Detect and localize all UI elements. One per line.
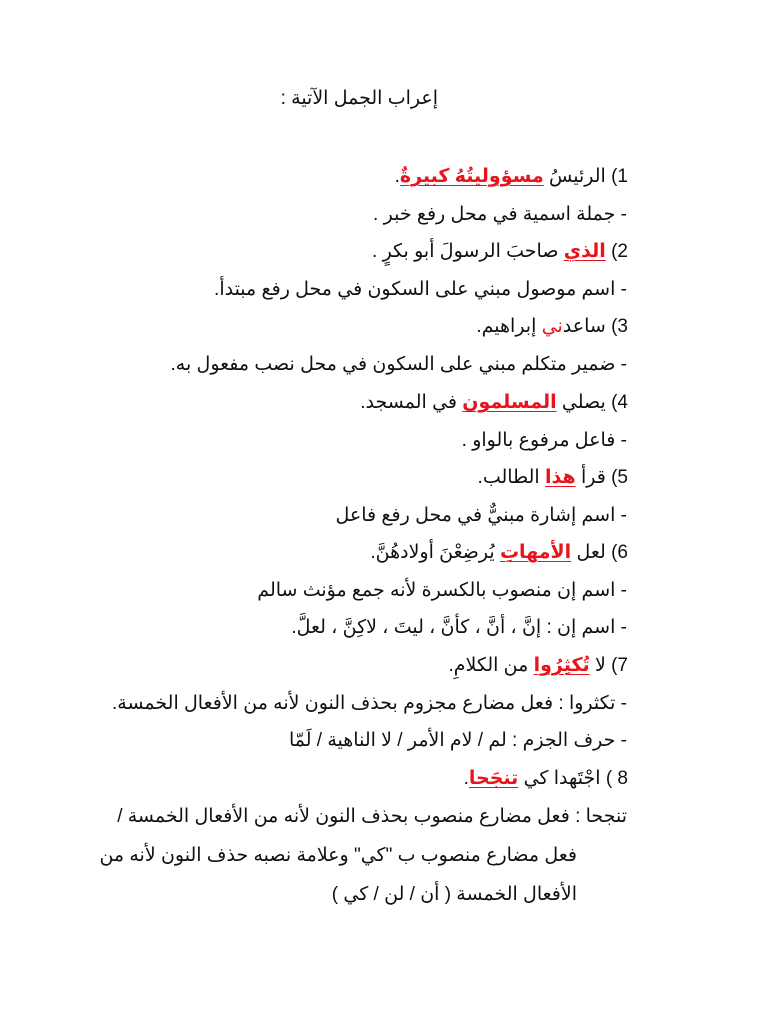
- item-pre: قرأ: [580, 467, 606, 488]
- item-6: [370, 540, 628, 566]
- item-pre: لعل: [576, 542, 606, 563]
- item-2: [372, 239, 628, 265]
- item-number: 4): [611, 392, 628, 413]
- item-number: 3): [611, 316, 628, 337]
- highlighted-word: هذا: [545, 467, 576, 488]
- item-pre: لا: [594, 655, 606, 676]
- item-pre: يصلي: [561, 392, 606, 413]
- explanation-line: - حرف الجزم : لم / لام الأمر / لا الناهية / لَمّا: [288, 730, 627, 751]
- explanation-line: فعل مضارع منصوب ب "كي" وعلامة نصبه حذف النون لأنه من: [99, 845, 577, 866]
- item-number: 5): [611, 467, 628, 488]
- item-post: الطالب.: [477, 467, 540, 488]
- page-title: إعراب الجمل الآتية :: [280, 88, 438, 109]
- explanation-line: - اسم إن منصوب بالكسرة لأنه جمع مؤنث سالم: [257, 580, 627, 601]
- explanation-line: - اسم موصول مبني على السكون في محل رفع مبتدأ.: [214, 279, 627, 300]
- item-post: إبراهيم.: [476, 316, 537, 337]
- explanation-line: - اسم إن : إنَّ ، أنَّ ، كأنَّ ، ليتَ ، لاكِنَّ ، لعلَّ.: [291, 617, 627, 638]
- item-post: .: [463, 768, 469, 789]
- highlighted-word: ني: [541, 316, 563, 337]
- explanation-line: - جملة اسمية في محل رفع خبر .: [373, 204, 627, 225]
- explanation-line: الأفعال الخمسة ( أن / لن / كي ): [331, 884, 577, 905]
- item-pre: اجْتَهدا كي: [523, 768, 601, 789]
- item-number: 7): [611, 655, 628, 676]
- highlighted-word: الذي: [563, 241, 606, 262]
- highlighted-word: الأمهاتِ: [499, 542, 572, 563]
- item-number: 6): [611, 542, 628, 563]
- item-pre: الرئيسُ: [549, 166, 606, 187]
- item-post: يُرضِعْنَ أولادهُنَّ.: [370, 542, 495, 563]
- item-number: 2): [611, 241, 628, 262]
- explanation-line: - اسم إشارة مبنيٌّ في محل رفع فاعل: [335, 505, 627, 526]
- item-number: 8 ): [605, 768, 628, 789]
- item-pre: ساعد: [562, 316, 606, 337]
- item-post: صاحبَ الرسولَ أبو بكرٍ .: [372, 241, 559, 262]
- item-7: [448, 653, 628, 679]
- highlighted-word: المسلمون: [462, 392, 557, 413]
- item-4: [360, 390, 628, 416]
- item-post: في المسجد.: [360, 392, 457, 413]
- item-post: .: [394, 166, 400, 187]
- item-1: [395, 164, 628, 190]
- highlighted-word: تُكثِرُوا: [533, 655, 590, 676]
- explanation-line: - تكثروا : فعل مضارع مجزوم بحذف النون لأنه من الأفعال الخمسة.: [111, 693, 627, 714]
- explanation-line: - فاعل مرفوع بالواو .: [461, 430, 627, 451]
- item-3: [476, 314, 628, 340]
- highlighted-word: مسؤوليتُهُ كبيرةٌ: [399, 166, 544, 187]
- explanation-line: - ضمير متكلم مبني على السكون في محل نصب مفعول به.: [170, 354, 627, 375]
- explanation-line: تنجحا : فعل مضارع منصوب بحذف النون لأنه من الأفعال الخمسة /: [117, 806, 627, 827]
- item-number: 1): [611, 166, 628, 187]
- item-post: من الكلامِ.: [448, 655, 529, 676]
- highlighted-word: تنجَحا: [468, 768, 519, 789]
- item-8: [464, 766, 628, 792]
- item-5: [478, 465, 628, 491]
